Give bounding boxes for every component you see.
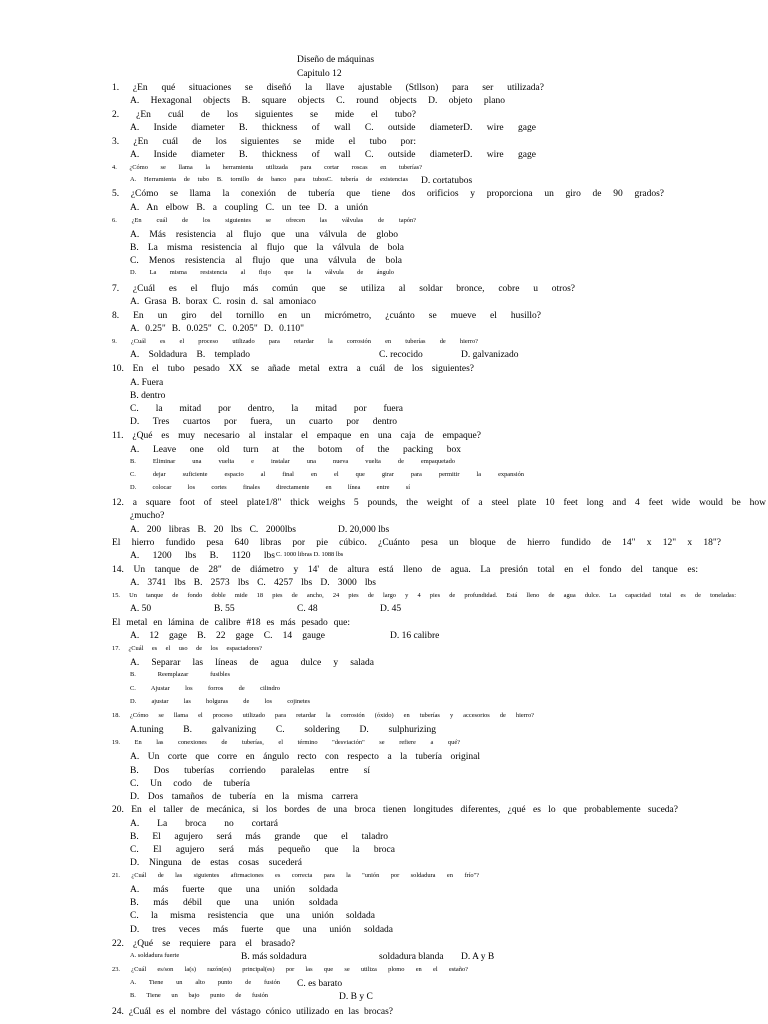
answer-line: El hierro fundido pesa 640 libras por pie cúbico. ¿Cuánto pesa un bloque de hierro fundido de 14" x 12" x 18"? <box>112 538 721 548</box>
answer-line: D. Dos tamaños de tubería en la misma carrera <box>130 792 358 802</box>
question-line: 19. En las conexiones de tuberías, el término "desviación" se refiere a qué? <box>112 739 460 746</box>
answer-line: C. dejar suficiente espacio al final en el que girar para permitir la expansión <box>130 471 524 478</box>
answer-line: A. 200 libras B. 20 lbs C. 2000lbs <box>130 525 296 535</box>
question-line: 8. En un giro del tornillo en un micrómetro, ¿cuánto se mueve el husillo? <box>112 311 541 321</box>
question-line: 18. ¿Cómo se llama el proceso utilizado para retardar la corrosión (óxido) en tuberías y accesorios de hierro? <box>112 712 534 719</box>
answer-line: D. 45 <box>380 604 402 614</box>
answer-line: A. La broca no cortará <box>130 819 278 829</box>
question-line: 7. ¿Cuál es el flujo más común que se utiliza al soldar bronce, cobre u otros? <box>112 284 575 294</box>
answer-line: B. Eliminar una vuelta e instalar una nueva vuelta de empaquetado <box>130 458 455 465</box>
answer-line: C. la misma resistencia que una unión soldada <box>130 911 375 921</box>
question-line: 2. ¿En cuál de los siguientes se mide el tubo? <box>112 110 416 120</box>
answer-line: A. Herramienta de tubo B. tornillo de banco para tubosC. tubería de existencias <box>130 176 408 183</box>
answer-line: A. 3741 lbs B. 2573 lbs C. 4257 lbs D. 3000 lbs <box>130 578 376 588</box>
answer-line: D. La misma resistencia al flujo que la válvula de ángulo <box>130 269 394 276</box>
document-title: Diseño de máquinas <box>297 55 375 65</box>
question-line: 9. ¿Cuál es el proceso utilizado para retardar la corrosión en tuberías de hierro? <box>112 338 478 345</box>
answer-line: C. Ajustar los forros de cilindro <box>130 685 280 692</box>
answer-line: D. ajustar las holguras de los cojinetes <box>130 698 310 705</box>
answer-line: D. cortatubos <box>421 176 473 186</box>
answer-line: B. 55 <box>214 604 235 614</box>
question-line: 20. En el taller de mecánica, si los bordes de una broca tienen longitudes diferentes, ¿qué es lo que probablemente suceda? <box>112 805 678 815</box>
question-line: 3. ¿En cuál de los siguientes se mide el tubo por: <box>112 137 416 147</box>
answer-line: D. galvanizado <box>461 350 519 360</box>
answer-line: A. 1200 lbs B. 1120 lbs <box>130 551 275 561</box>
answer-line: A. Leave one old turn at the botom of the packing box <box>130 445 461 455</box>
answer-line: B. Reemplazar fusibles <box>130 671 230 678</box>
answer-line: A. Grasa B. borax C. rosin d. sal amoniaco <box>130 297 316 307</box>
answer-line: A. Un corte que corre en ángulo recto con respecto a la tubería original <box>130 752 480 762</box>
question-line: 17. ¿Cuál es el uso de los espaciadores? <box>112 645 262 652</box>
answer-line: B. más débil que una unión soldada <box>130 898 338 908</box>
answer-line: soldadura blanda <box>379 952 444 962</box>
answer-line: A. Fuera <box>130 378 164 388</box>
answer-line: A. An elbow B. a coupling C. un tee D. a unión <box>130 203 368 213</box>
answer-line: C. Menos resistencia al flujo que una válvula de bola <box>130 256 402 266</box>
answer-line: C. la mitad por dentro, la mitad por fuera <box>130 404 403 414</box>
answer-line: D. 16 calibre <box>390 631 440 641</box>
answer-line: A. Hexagonal objects B. square objects C. round objects D. objeto plano <box>130 96 505 106</box>
answer-line: A. Separar las líneas de agua dulce y salada <box>130 658 374 668</box>
answer-line: A. Soldadura B. templado <box>130 350 250 360</box>
answer-line: C. es barato <box>297 979 343 989</box>
answer-line: B. Dos tuberías corriendo paralelas entre sí <box>130 766 370 776</box>
question-line: 15. Un tanque de fondo doble mide 18 pies de ancho, 24 pies de largo y 4 pies de profundidad. Está lleno de agua dulce. La capacidad total es de toneladas: <box>112 592 736 599</box>
answer-line: D. tres veces más fuerte que una unión soldada <box>130 925 393 935</box>
answer-line: ¿mucho? <box>130 511 165 521</box>
answer-line: A. Inside diameter B. thickness of wall C. outside diameterD. wire gage <box>130 123 536 133</box>
answer-line: D. colocar los cortes finales directamente en línea entre sí <box>130 484 410 491</box>
answer-line: C. 48 <box>297 604 318 614</box>
question-line: 22. ¿Qué se requiere para el brasado? <box>112 939 295 949</box>
question-line: 4. ¿Cómo se llama la herramienta utilizada para cortar roscas en tuberías? <box>112 164 422 171</box>
answer-line: B. dentro <box>130 391 166 401</box>
answer-line: C. 1000 libras D. 1088 lbs <box>276 551 344 558</box>
answer-line: C. recocido <box>379 350 423 360</box>
question-line: 6. ¿En cuál de los siguientes se ofrecen las válvulas de tapón? <box>112 217 416 224</box>
chapter-heading: Capitulo 12 <box>297 69 342 79</box>
question-line: 11. ¿Qué es muy necesario al instalar el empaque en una caja de empaque? <box>112 431 481 441</box>
question-line: 21. ¿Cuál de las siguientes afirmaciones es correcta para la "unión por soldadura en frío"? <box>112 872 479 879</box>
question-line: 10. En el tubo pesado XX se añade metal extra a cuál de los siguientes? <box>112 364 474 374</box>
question-line: 23. ¿Cuál es/son la(s) razón(es) principal(es) por las que se utiliza plomo en el estaño? <box>112 966 468 973</box>
answer-line: D. B y C <box>339 992 373 1002</box>
answer-line: D. Ninguna de estas cosas sucederá <box>130 858 302 868</box>
answer-line: D. A y B <box>461 952 495 962</box>
answer-line: D. Tres cuartos por fuera, un cuarto por dentro <box>130 417 397 427</box>
answer-line: A. Tiene un alto punto de fusión <box>130 979 280 986</box>
question-line: 12. a square foot of steel plate1/8" thick weighs 5 pounds, the weight of a steel plate 10 feet long and 4 feet wide would be how <box>112 498 766 508</box>
question-line: 5. ¿Cómo se llama la conexión de tubería que tiene dos orificios y proporciona un giro de 90 grados? <box>112 189 664 199</box>
answer-line: A. 12 gage B. 22 gage C. 14 gauge <box>130 631 325 641</box>
answer-line: A. soldadura fuerte <box>130 952 180 959</box>
answer-line: A.tuning B. galvanizing C. soldering D. sulphurizing <box>130 725 436 735</box>
answer-line: A. Inside diameter B. thickness of wall C. outside diameterD. wire gage <box>130 150 536 160</box>
answer-line: B. El agujero será más grande que el taladro <box>130 832 388 842</box>
answer-line: El metal en lámina de calibre #18 es más pesado que: <box>112 618 350 628</box>
answer-line: A. 50 <box>130 604 152 614</box>
answer-line: B. más soldadura <box>241 952 307 962</box>
answer-line: A. 0.25" B. 0.025" C. 0.205" D. 0.110" <box>130 324 304 334</box>
answer-line: D. 20,000 lbs <box>338 525 390 535</box>
answer-line: B. Tiene un bajo punto de fusión <box>130 992 268 999</box>
answer-line: A. Más resistencia al flujo que una válvula de globo <box>130 230 398 240</box>
question-line: 24. ¿Cuál es el nombre del vástago cónico utilizado en las brocas? <box>112 1007 393 1017</box>
answer-line: B. La misma resistencia al flujo que la válvula de bola <box>130 243 404 253</box>
answer-line: C. Un codo de tubería <box>130 779 250 789</box>
answer-line: A. más fuerte que una unión soldada <box>130 885 338 895</box>
answer-line: C. El agujero será más pequeño que la broca <box>130 845 395 855</box>
question-line: 14. Un tanque de 28" de diámetro y 14' de altura está lleno de agua. La presión total en el fondo del tanque es: <box>112 565 698 575</box>
question-line: 1. ¿En qué situaciones se diseñó la llave ajustable (Stllson) para ser utilizada? <box>112 83 544 93</box>
